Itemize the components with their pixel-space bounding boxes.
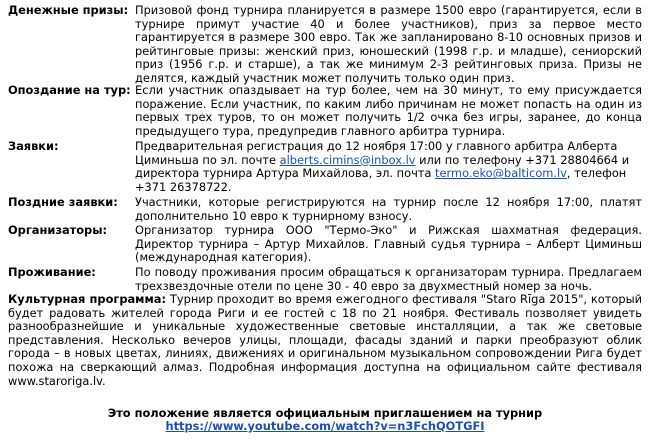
organizers-section [8, 224, 642, 266]
culture-text: Турнир проходит во время ежегодного фестиваля "Staro Rīga 2015", который будет радовать жителей города Риги и ее гостей с 18 по 21 ноября. Фестиваль позволяет увидеть разнообразнейшие и уникальные художественные световые инсталляции, а так же световые представления. Несколько вечеров улицы, площади, фасады зданий и парки преобразуют облик города – в новых цветах, линиях, движениях и оригинальном музыкальном сопровождении Рига будет похожа на сверкающий алмаз. Подробная информация доступна на официальном сайте фестиваля www.staroriga.lv. [8, 292, 642, 388]
culture-section [8, 293, 642, 388]
late-applications-label: Поздние заявки: [8, 195, 118, 209]
footer-link-wrap [0, 420, 650, 434]
organizers-text: Организатор турнира ООО "Термо-Эко" и Рижская шахматная федерация. Директор турнира – Артур Михайлов. Главный судья турнира – Алберт Циминьш (международная категория). [135, 223, 642, 265]
late-applications-section [8, 196, 642, 224]
culture-label: Культурная программа: [8, 292, 167, 306]
late-round-label: Опоздание на тур: [8, 83, 131, 97]
applications-text-1: Предварительная регистрация до 12 ноября 17:00 у главного арбитра Алберта Циминьша по эл. почте [135, 139, 618, 167]
prizes-label: Денежные призы: [8, 3, 129, 17]
late-applications-text: Участники, которые регистрируются на турнир после 12 ноября 17:00, платят дополнительно 10 евро к турнирному взносу. [135, 195, 642, 223]
prizes-text: Призовой фонд турнира планируется в размере 1500 евро (гарантируется, если в турнире примут участие 40 и более участников), приз за первое место гарантируется в размере 300 евро. Так же запланировано 8-10 основных призов и рейтинговые призы: женский приз, юношеский (1998 г.р. и младше), сениорский приз (1956 г.р. и старше), а так же минимум 2-3 рейтинговых приза. Призы не делятся, каждый участник может получить только один приз. [135, 3, 642, 85]
prizes-section [8, 3, 642, 85]
applications-label: Заявки: [8, 139, 59, 153]
accommodation-section [8, 266, 642, 294]
director-email-link[interactable]: termo.eko@balticom.lv [435, 166, 567, 181]
applications-text [135, 140, 642, 194]
accommodation-text: По поводу проживания просим обращаться к организаторам турнира. Предлагаем трехзвездочные отели по цене 30 - 40 евро за двухместный номер за ночь. [135, 265, 642, 293]
applications-text-2: или по телефону +371 28804664 и директора турнира Артура Михайлова, эл. почта [135, 152, 630, 181]
late-round-text: Если участник опаздывает на тур более, чем на 30 минут, то ему присуждается поражение. Если участник, по каким либо причинам не может попасть на один из первых трех туров, то он может получить 1/2 очка без игры, заранее, до конца предыдущего тура, предупредив главного арбитра турнира. [135, 83, 642, 138]
youtube-link[interactable]: https://www.youtube.com/watch?v=n3FchQOTGFI [165, 419, 485, 433]
applications-text-3: , телефон +371 26378722. [135, 166, 627, 194]
late-round-section [8, 84, 642, 140]
applications-section [8, 140, 642, 196]
organizers-label: Организаторы: [8, 223, 108, 237]
accommodation-label: Проживание: [8, 265, 96, 279]
organizer-email-link[interactable]: alberts.cimins@inbox.lv [279, 152, 416, 167]
official-invitation-notice: Это положение является официальным приглашением на турнир [107, 406, 543, 420]
